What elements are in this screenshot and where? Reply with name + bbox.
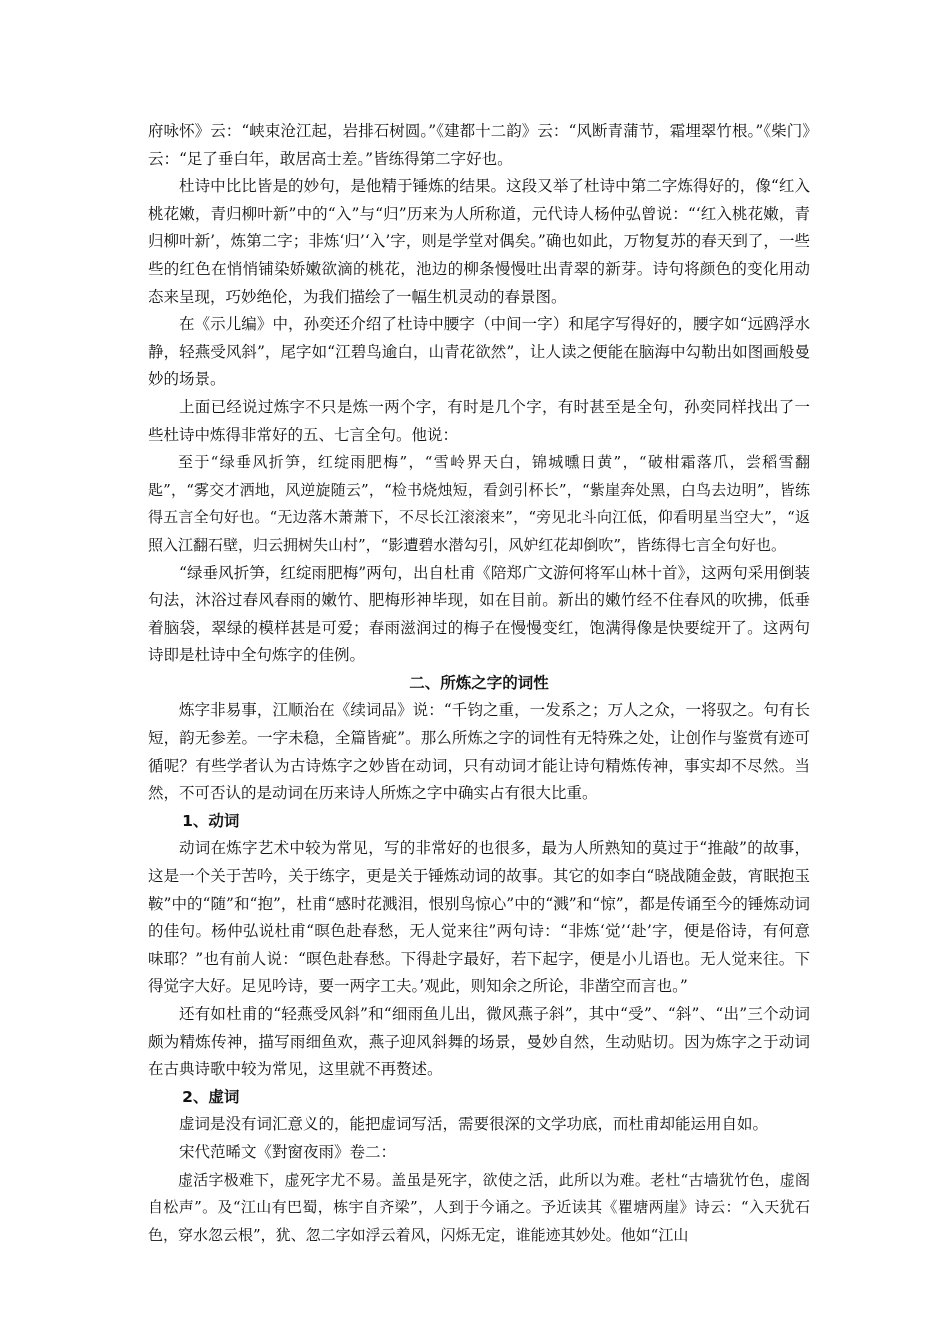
document-body [148,118,810,1249]
section-heading: 二、所炼之字的词性 [409,673,549,692]
paragraph-source: 宋代范晞文《對窗夜雨》卷二： [179,1142,397,1161]
paragraph-continuation: 府咏怀》云：“峡束沧江起，岩排石树圆。”《建都十二韵》云：“风断青蒲节，霜埋翠竹根。”《柴门》云：“足了垂白年，敢居高士差。”皆练得第二字好也。 [148,122,810,168]
paragraph-word-class: 炼字非易事，江顺治在《续词品》说：“千钧之重，一发系之；万人之众，一将驭之。句有长短，韵无参差。一字未稳，全篇皆疵”。那么所炼之字的词性有无特殊之处，让创作与鉴赏有迹可循呢？有些学者认为古诗炼字之妙皆在动词，只有动词才能让诗句精炼传神，事实却不尽然。当然，不可否认的是动词在历来诗人所炼之字中确实占有很大比重。 [148,701,810,803]
paragraph-analysis: “绿垂风折笋，红绽雨肥梅”两句，出自杜甫《陪郑广文游何将军山林十首》，这两句采用倒装句法，沐浴过春风春雨的嫩竹、肥梅形神毕现，如在目前。新出的嫩竹经不住春风的吹拂，低垂着脑袋，翠绿的模样甚是可爱；春雨滋润过的梅子在慢慢变红，饱满得像是快要绽开了。这两句诗即是杜诗中全句炼字的佳例。 [148,563,810,665]
paragraph-verbs: 动词在炼字艺术中较为常见，写的非常好的也很多，最为人所熟知的莫过于“推敲”的故事，这是一个关于苦吟，关于练字，更是关于锤炼动词的故事。其它的如李白“晓战随金鼓，宵眠抱玉鞍”中的“随”和“抱”，杜甫“感时花溅泪，恨别鸟惊心”中的“溅”和“惊”，都是传诵至今的锤炼动词的佳句。杨仲弘说杜甫“暝色赴春愁，无人觉来往”两句诗：“非炼‘觉’‘赴’字，便是俗诗，有何意味耶？”也有前人说：“暝色赴春愁。下得赴字最好，若下起字，便是小儿语也。无人觉来往。下得觉字大好。足见吟诗，要一两字工夫。’观此，则知余之所论，非凿空而言也。” [148,839,810,996]
paragraph-du-poetry: 杜诗中比比皆是的妙句，是他精于锤炼的结果。这段又举了杜诗中第二字炼得好的，像“红入桃花嫩，青归柳叶新”中的“入”与“归”历来为人所称道，元代诗人杨仲弘曾说：“‘红入桃花嫩，青归柳叶新’，炼第二字；非炼‘归’‘入’字，则是学堂对偶矣。”确也如此，万物复苏的春天到了，一些些的红色在悄悄铺染娇嫩欲滴的桃花，池边的柳条慢慢吐出青翠的新芽。诗句将颜色的变化用动态来呈现，巧妙绝伦，为我们描绘了一幅生机灵动的春景图。 [148,177,810,306]
paragraph-full-sentence: 上面已经说过炼字不只是炼一两个字，有时是几个字，有时甚至是全句，孙奕同样找出了一些杜诗中炼得非常好的五、七言全句。他说： [148,397,810,444]
subheading-verbs: 1、动词 [182,811,240,830]
block-quote-fanxiwen: 虚活字极难下，虚死字尤不易。盖虽是死字，欲使之活，此所以为难。老杜“古墙犹竹色，虚阁自松声”。及“江山有巴蜀，栋宇自齐梁”，人到于今诵之。予近读其《瞿塘两崖》诗云：“入天犹石色，穿水忽云根”，犹、忽二字如浮云着风，闪烁无定，谁能迹其妙处。他如“江山 [148,1170,810,1244]
block-quote-sunyi: 至于“绿垂风折笋，红绽雨肥梅”，“雪岭界天白，锦城曛日黄”，“破柑霜落爪，尝稻雪翻匙”，“雾交才洒地，风逆旋随云”，“检书烧烛短，看剑引杯长”，“紫崖奔处黑，白鸟去边明”，皆练得五言全句好也。“无边落木萧萧下，不尽长江滚滚来”，“旁见北斗向江低，仰看明星当空大”，“返照入江翻石壁，归云拥树失山村”，“影遭碧水潜勾引，风妒红花却倒吹”，皆练得七言全句好也。 [148,453,810,554]
subheading-function-words: 2、虚词 [182,1087,240,1106]
paragraph-shierbian: 在《示儿编》中，孙奕还介绍了杜诗中腰字（中间一字）和尾字写得好的，腰字如“远鸥浮水静，轻燕受风斜”，尾字如“江碧鸟逾白，山青花欲然”，让人读之便能在脑海中勾勒出如图画般曼妙的场景。 [148,315,810,389]
paragraph-function-words: 虚词是没有词汇意义的，能把虚词写活，需要很深的文学功底，而杜甫却能运用自如。 [179,1115,769,1134]
paragraph-verbs-more: 还有如杜甫的“轻燕受风斜”和“细雨鱼儿出，微风燕子斜”，其中“受”、“斜”、“出”三个动词颇为精炼传神，描写雨细鱼欢，燕子迎风斜舞的场景，曼妙自然，生动贴切。因为炼字之于动词在古典诗歌中较为常见，这里就不再赘述。 [148,1005,810,1079]
